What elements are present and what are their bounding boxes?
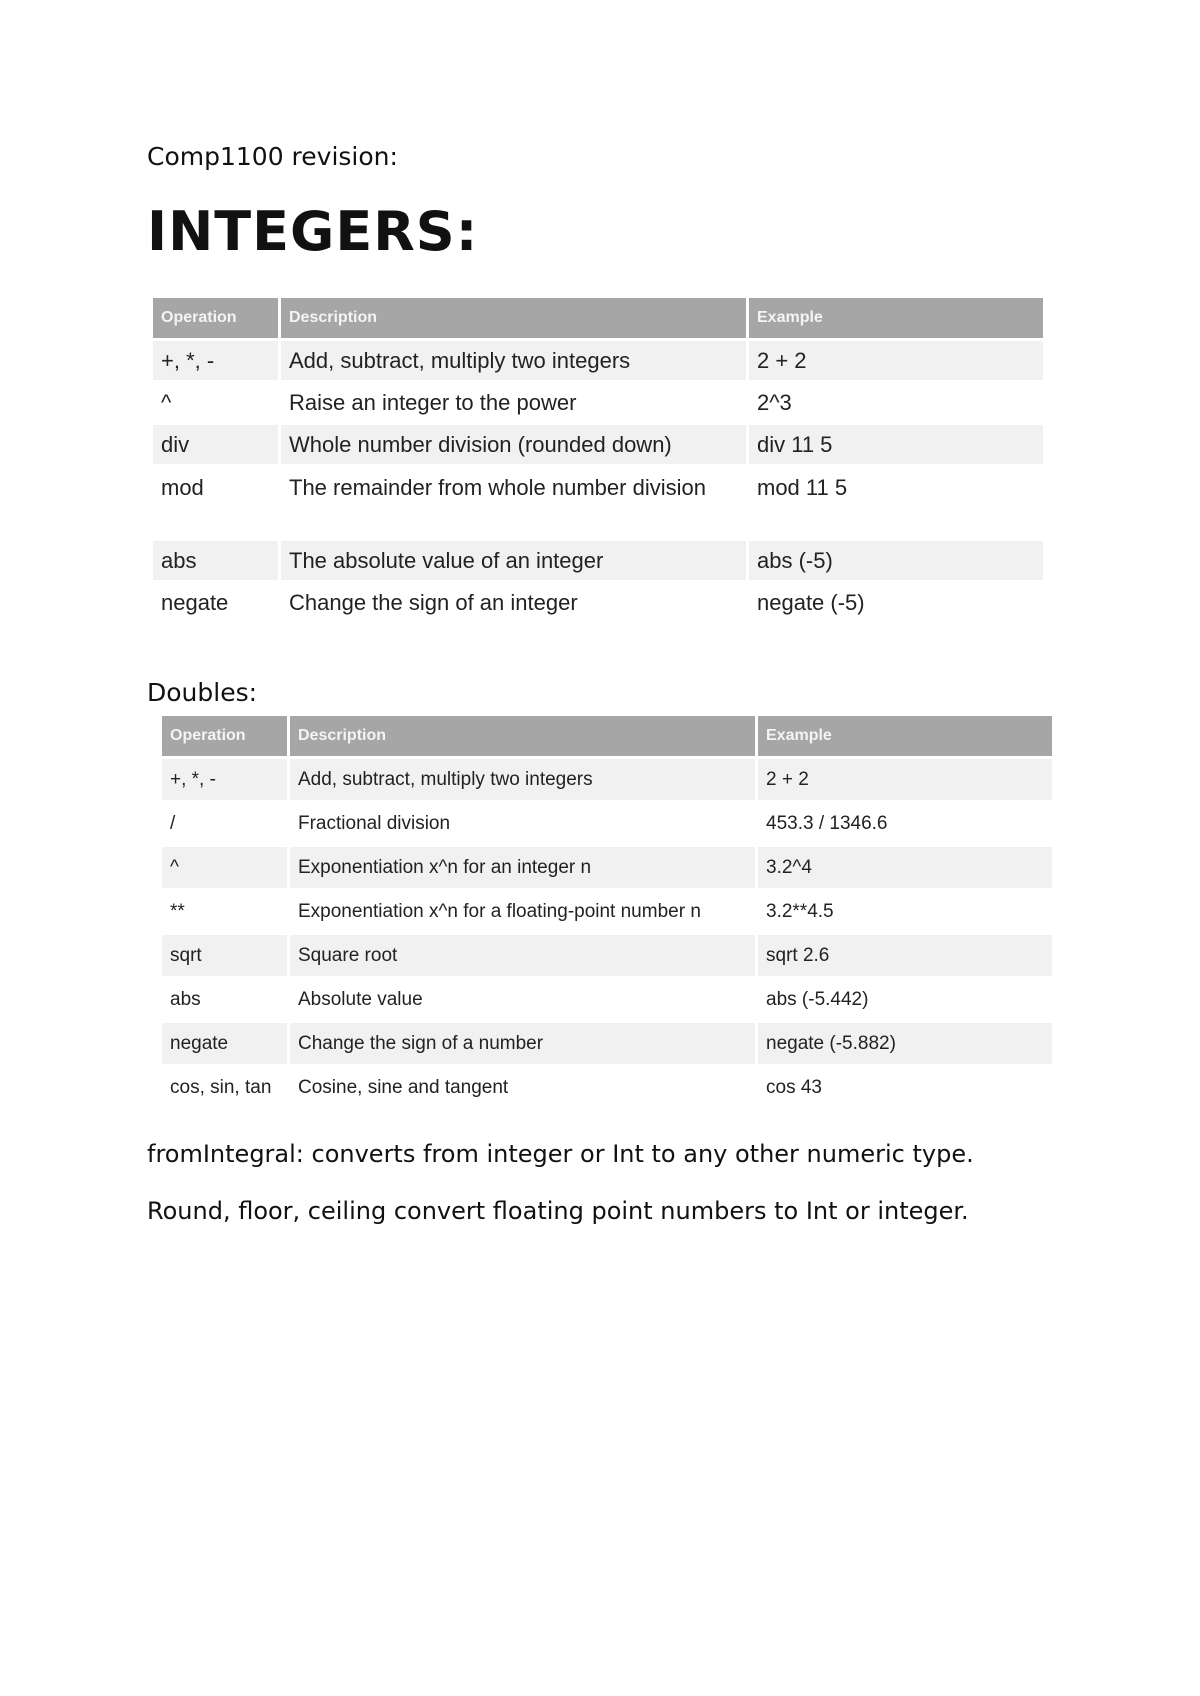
- cell-description: The absolute value of an integer: [281, 541, 749, 583]
- cell-description: Square root: [290, 935, 758, 979]
- table-row: [153, 425, 1043, 467]
- cell-example: negate (-5.882): [758, 1023, 1052, 1067]
- table-row: [153, 541, 1043, 583]
- cell-example: 2 + 2: [749, 341, 1043, 383]
- integers-table: [153, 298, 1043, 625]
- cell-description: The remainder from whole number division: [281, 467, 749, 541]
- cell-example: 2^3: [749, 383, 1043, 425]
- cell-description: Change the sign of an integer: [281, 583, 749, 625]
- cell-operation: sqrt: [162, 935, 290, 979]
- section-label-doubles: Doubles:: [147, 678, 258, 707]
- column-header-description: Description: [290, 716, 758, 759]
- cell-example: 453.3 / 1346.6: [758, 803, 1052, 847]
- paragraph-fromintegral: fromIntegral: converts from integer or Int to any other numeric type.: [147, 1140, 974, 1168]
- cell-example: sqrt 2.6: [758, 935, 1052, 979]
- cell-operation: ^: [162, 847, 290, 891]
- cell-description: Add, subtract, multiply two integers: [290, 759, 758, 803]
- table-row: [162, 803, 1052, 847]
- table-row: [153, 341, 1043, 383]
- column-header-example: Example: [749, 298, 1043, 341]
- cell-operation: negate: [153, 583, 281, 625]
- cell-description: Change the sign of a number: [290, 1023, 758, 1067]
- cell-description: Exponentiation x^n for a floating-point number n: [290, 891, 758, 935]
- cell-description: Raise an integer to the power: [281, 383, 749, 425]
- cell-example: 3.2^4: [758, 847, 1052, 891]
- column-header-description: Description: [281, 298, 749, 341]
- cell-example: 2 + 2: [758, 759, 1052, 803]
- cell-example: div 11 5: [749, 425, 1043, 467]
- cell-operation: +, *, -: [162, 759, 290, 803]
- cell-operation: ^: [153, 383, 281, 425]
- cell-description: Exponentiation x^n for an integer n: [290, 847, 758, 891]
- cell-operation: /: [162, 803, 290, 847]
- column-header-example: Example: [758, 716, 1052, 759]
- cell-operation: cos, sin, tan: [162, 1067, 290, 1111]
- cell-operation: div: [153, 425, 281, 467]
- table-row: [162, 1067, 1052, 1111]
- cell-example: abs (-5.442): [758, 979, 1052, 1023]
- cell-operation: abs: [153, 541, 281, 583]
- document-subtitle: Comp1100 revision:: [147, 142, 398, 171]
- table-row: [162, 847, 1052, 891]
- cell-description: Absolute value: [290, 979, 758, 1023]
- cell-example: negate (-5): [749, 583, 1043, 625]
- cell-example: 3.2**4.5: [758, 891, 1052, 935]
- table-header-row: [162, 716, 1052, 759]
- cell-operation: negate: [162, 1023, 290, 1067]
- cell-operation: +, *, -: [153, 341, 281, 383]
- cell-description: Add, subtract, multiply two integers: [281, 341, 749, 383]
- doubles-table: [162, 716, 1052, 1111]
- cell-example: abs (-5): [749, 541, 1043, 583]
- cell-description: Cosine, sine and tangent: [290, 1067, 758, 1111]
- table-row: [162, 759, 1052, 803]
- cell-description: Whole number division (rounded down): [281, 425, 749, 467]
- table-row: [162, 935, 1052, 979]
- column-header-operation: Operation: [162, 716, 290, 759]
- cell-operation: mod: [153, 467, 281, 541]
- table-row: [153, 467, 1043, 541]
- cell-operation: **: [162, 891, 290, 935]
- cell-example: cos 43: [758, 1067, 1052, 1111]
- cell-example: mod 11 5: [749, 467, 1043, 541]
- column-header-operation: Operation: [153, 298, 281, 341]
- table-row: [162, 891, 1052, 935]
- table-row: [162, 1023, 1052, 1067]
- table-row: [162, 979, 1052, 1023]
- cell-description: Fractional division: [290, 803, 758, 847]
- table-row: [153, 383, 1043, 425]
- section-heading-integers: INTEGERS:: [147, 200, 479, 263]
- paragraph-rounding: Round, floor, ceiling convert floating point numbers to Int or integer.: [147, 1197, 969, 1225]
- table-row: [153, 583, 1043, 625]
- table-header-row: [153, 298, 1043, 341]
- cell-operation: abs: [162, 979, 290, 1023]
